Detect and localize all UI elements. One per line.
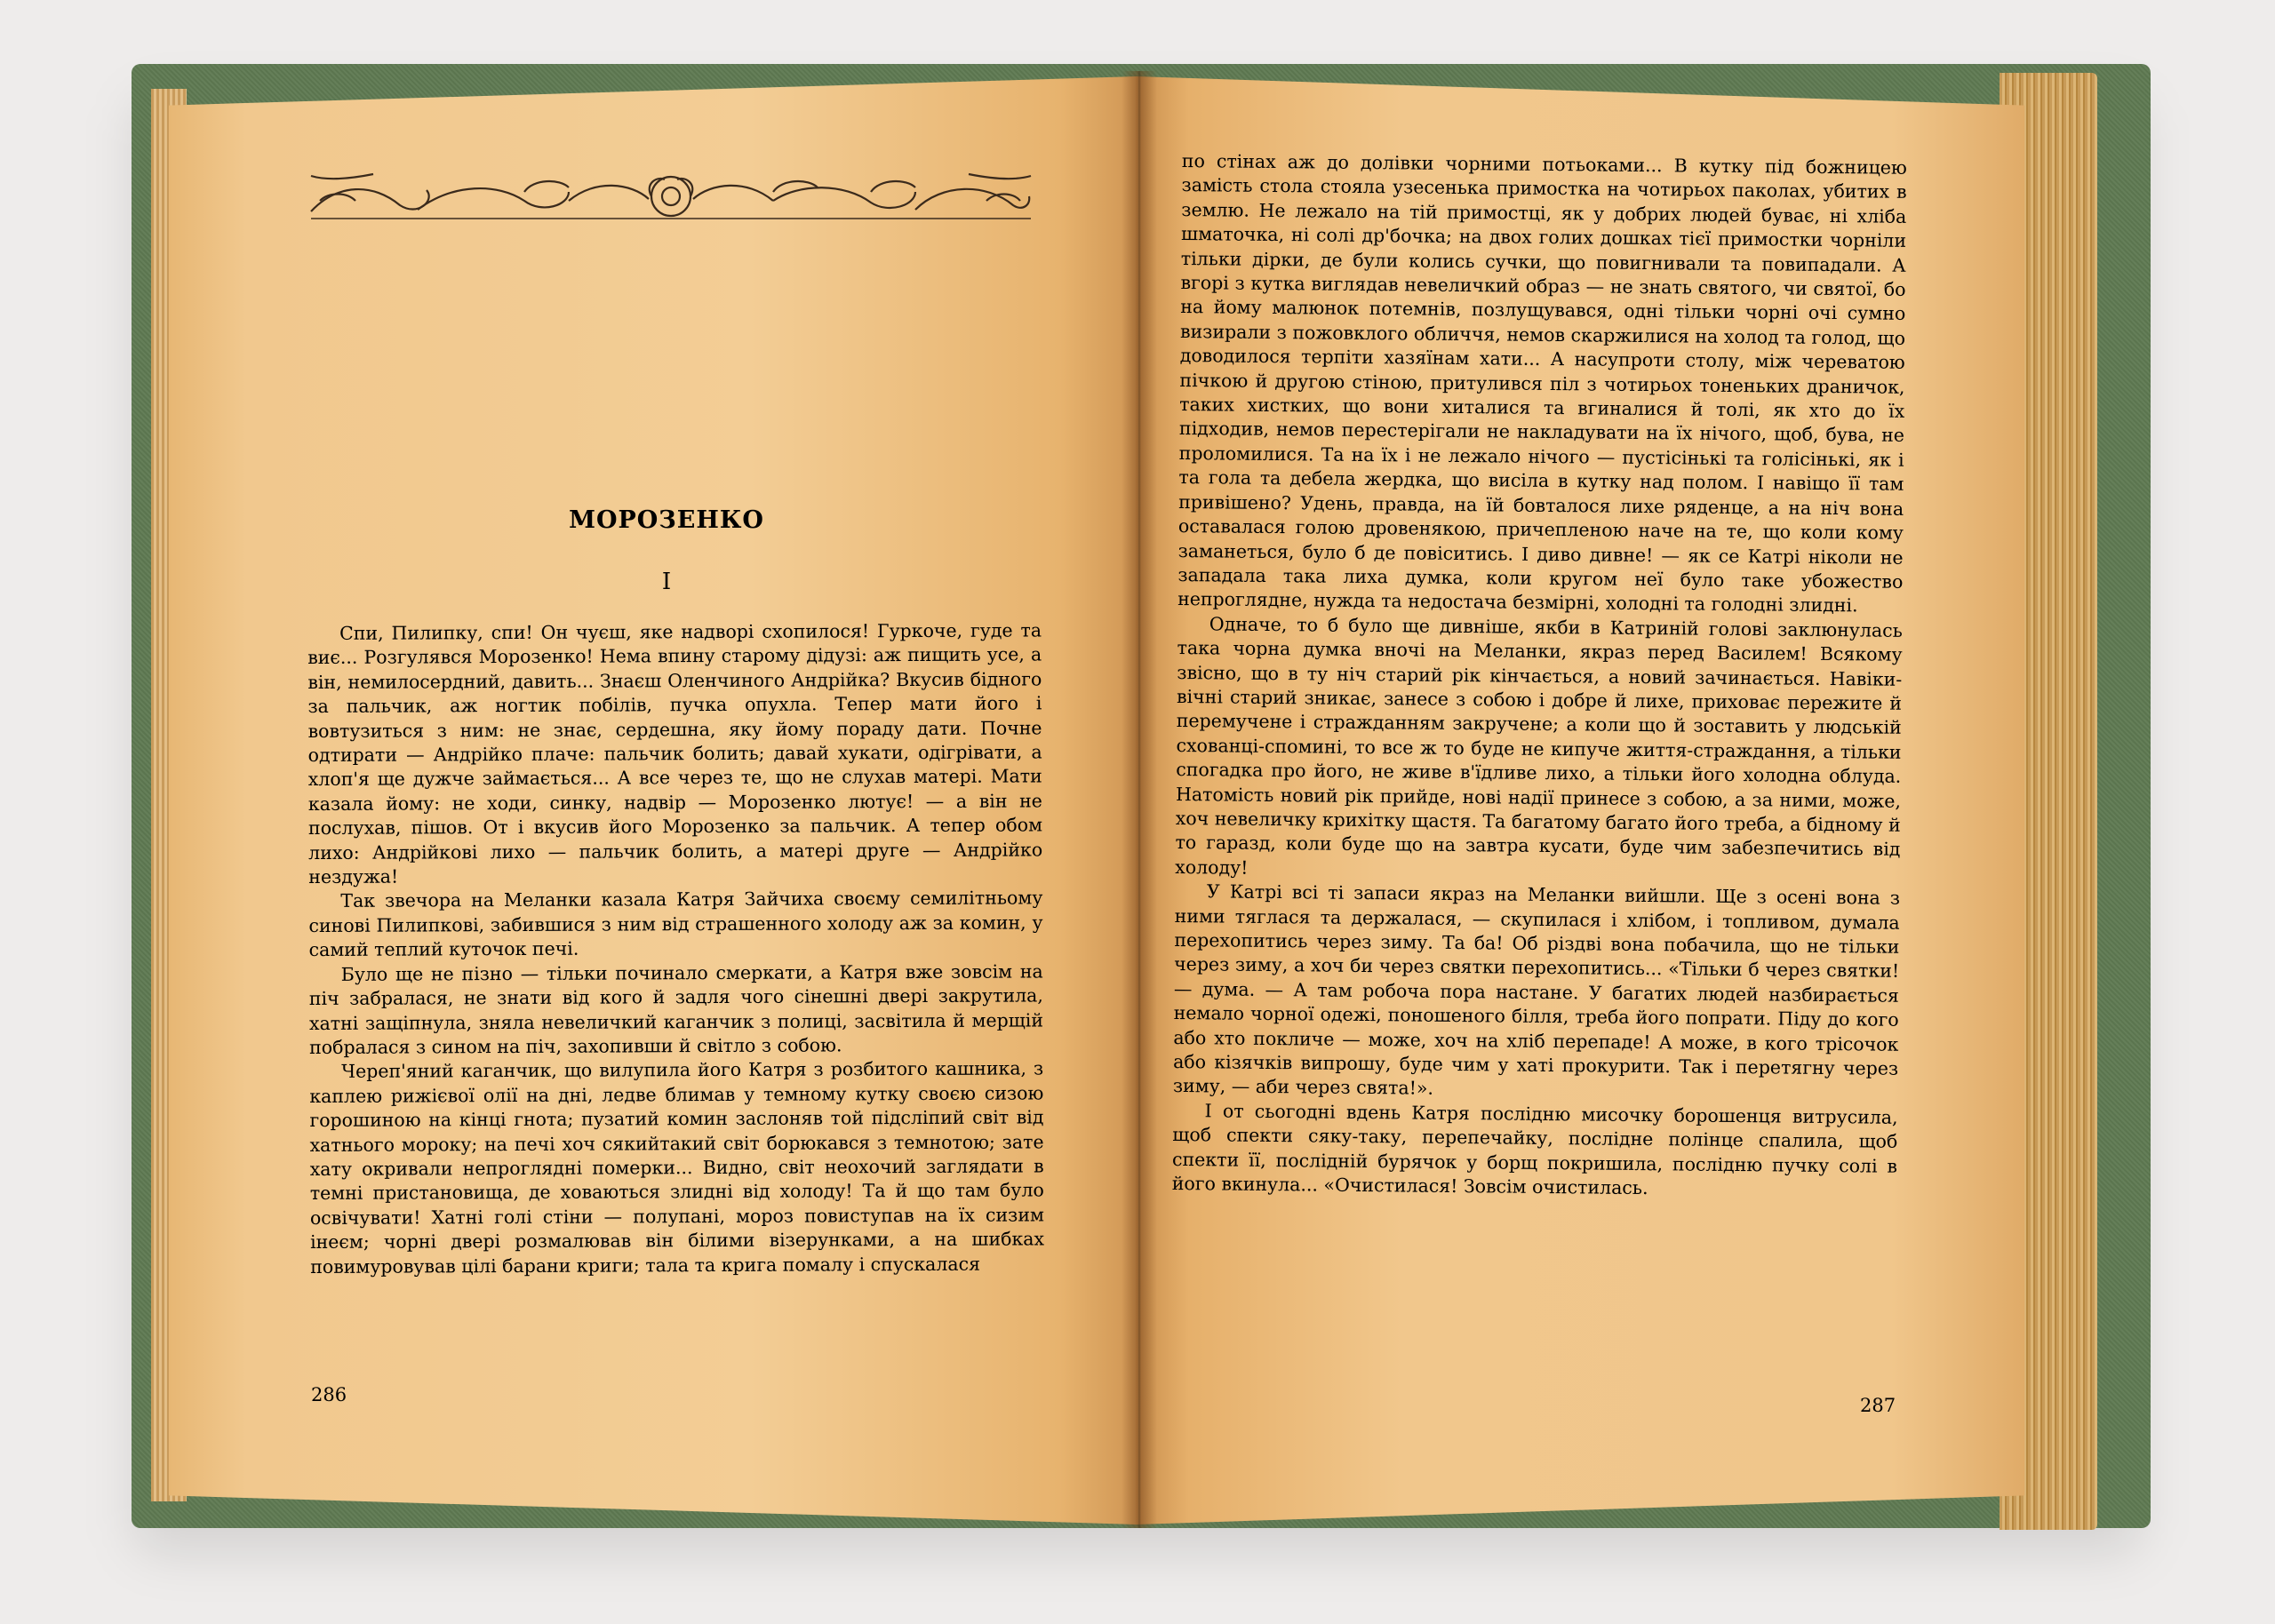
paragraph: У Катрі всі ті запаси якраз на Меланки вийшли. Ще з осені вона з ними тяглася та держалася, — скупилася і хлібом, і топливом, думала перехопитись через зиму. Та ба! Об різдві вона побачила, що не тільки через зиму, а хоч би через святки перехопитись... «Тільки б через святки! — дума. — А там робоча пора настане. У багатих людей назбирається немало чорної одежі, поношеного білля, треба його попрати. Піду до кого або хто покличе — може, хоч на хліб перепаде! А може, в кого трісочок або кізячків випрошу, буде чим у хаті прокурити. Так і перетягну через зиму, — аби через свята!». <box>1172 880 1901 1100</box>
book-gutter <box>1122 71 1157 1528</box>
paragraph-continuation: по стінах аж до долівки чорними потьоками... В кутку під божницею замість стола стояла узесенька примостка на чотирьох паколах, убитих в землю. Не лежало на тій примостці, як у добрих людей буває, ні хліба шматочка, ні солі др'бочка; на двох голих дошках тієї примостки чорніли тільки дірки, де були колись сучки, що повигнивали та повипадали. А вгорі з кутка виглядав невеличкий образ — не знать святого, чи святої, бо на йому малюнок потемнів, позлущувався, одні тільки чорні очі сумно визирали з пожовклого обличчя, немов скаржилися на холод та голод, що доводилося терпіти хазяїнам хати... А насупроти столу, між череватою пічкою й другою стіною, притулився піл з чотирьох тоненьких драничок, таких хистких, що вони хиталися та вгиналися й толі, як хто до їх підходив, немов перестерігали не накладувати на їх нічого, щоб, бува, не проломилися. Та на їх і не лежало нічого — пустісінькі та голісінькі, як і та гола та дебела жердка, що висіла в кутку над полом. І навіщо її там привішено? Удень, правда, на їй бовталося лихе ряденце, а на ніч вона оставалася голою дровенякою, причепленою наче на те, що коли кому заманеться, було б де повіситись. І диво дивне! — як се Катрі ніколи не западала така лиха думка, коли кругом неї було таке убожество непроглядне, нужда та недостача безмірні, холодні та голодні злидні. <box>1177 149 1907 617</box>
story-title: МОРОЗЕНКО <box>569 506 764 534</box>
paragraph: І от сьогодні вдень Катря послідню мисочку борошенця витрусила, щоб спекти сяку-таку, перепечайку, послідне полінце спалила, щоб спекти її, послідній бурячок у борщ покришила, послідню пучку солі в його вкинула... «Очистилася! Зовсім очистилась. <box>1171 1100 1898 1199</box>
left-page-text <box>307 618 1044 1279</box>
paragraph: Було ще не пізно — тільки починало смеркати, а Катря вже зовсім на піч забралася, не знати від кого й задля чого сінешні двері закрутила, хатні защіпнула, зняла невеличкий каганчик з полиці, засвітила й мерщій побралася з сином на піч, захопивши й світло з собою. <box>308 960 1044 1058</box>
right-page-text <box>1172 149 1907 1203</box>
paragraph: Так звечора на Меланки казала Катря Зайчиха своєму семилітньому синові Пилипкові, забившися з ним від страшенного холоду аж за комин, у самий теплий куточок печі. <box>308 887 1043 961</box>
paragraph: Спи, Пилипку, спи! Он чуєш, яке надворі схопилося! Гуркоче, гуде та виє... Розгулявся Морозенко! Нема впину старому дідузі: аж пищить усе, а він, немилосердний, давить... Знаєш Оленчиного Андрійка? Вкусив бідного за пальчик, аж ногтик побілів, пучка опухла. Тепер мати його і вовтузиться з ним: не знає, сердешна, яку йому пораду дати. Почне одтирати — Андрійко плаче: пальчик болить; давай хукати, одігрівати, а хлоп'я ще дужче займається... А все через те, що не слухав матері. Мати казала йому: не ходи, синку, надвір — Морозенко лютує! — а він не послухав, пішов. От і вкусив його Морозенко за пальчик. А тепер обом лихо: Андрійкові лихо — пальчик болить, а матері друге — Андрійко нездужа! <box>307 619 1043 888</box>
paragraph: Одначе, то б було ще дивніше, якби в Катриній голові заклюнулась така чорна думка вночі на Меланки, якраз перед Василем! Всякому звісно, що в ту ніч старий рік кінчається, а новий зачинається. Навіки-вічні старий зникає, занесе з собою і добре й лихе, приховає пережите й перемучене і стражданням закручене; а коли що й зоставить у людській схованці-спомині, то все ж то буде не кипуче життя-страждання, а тільки спогадка про його, не живе в'їдливе лихо, а тільки його холодна облуда. Натомість новий рік прийде, нові надії принесе з собою, а за ними, може, хоч невеличку крихітку щастя. Та багатому багато його треба, а бідному й то гаразд, коли буде що на завтра кусати, буде чим забезпечитись від холоду! <box>1175 613 1903 879</box>
page-number-left: 286 <box>311 1384 347 1405</box>
ornament-header <box>302 165 1040 227</box>
page-number-right: 287 <box>1860 1395 1896 1416</box>
chapter-number: I <box>661 569 672 595</box>
paragraph: Череп'яний каганчик, що вилупила його Катря з розбитого кашника, з каплею рижієвої олії на дні, ледве блимав у темному кутку своєю сизою горошиною на кінці гнота; пузатий комин заслоняв той підсліпий світ від хатнього мороку; на печі хоч сякийтакий світ борюкався з темнотою; зате хату окривали непроглядні померки... Видно, світ неохочий заглядати в темні пристановища, де ховаються злидні від холоду! Та й що там було освічувати! Хатні голі стіни — полупані, мороз повиступав на їх сизим інеєм; чорні двері розмалював він білими візерунками, а на шибках повимуровував цілі барани криги; тала та крига помалу і спускалася <box>309 1057 1045 1278</box>
